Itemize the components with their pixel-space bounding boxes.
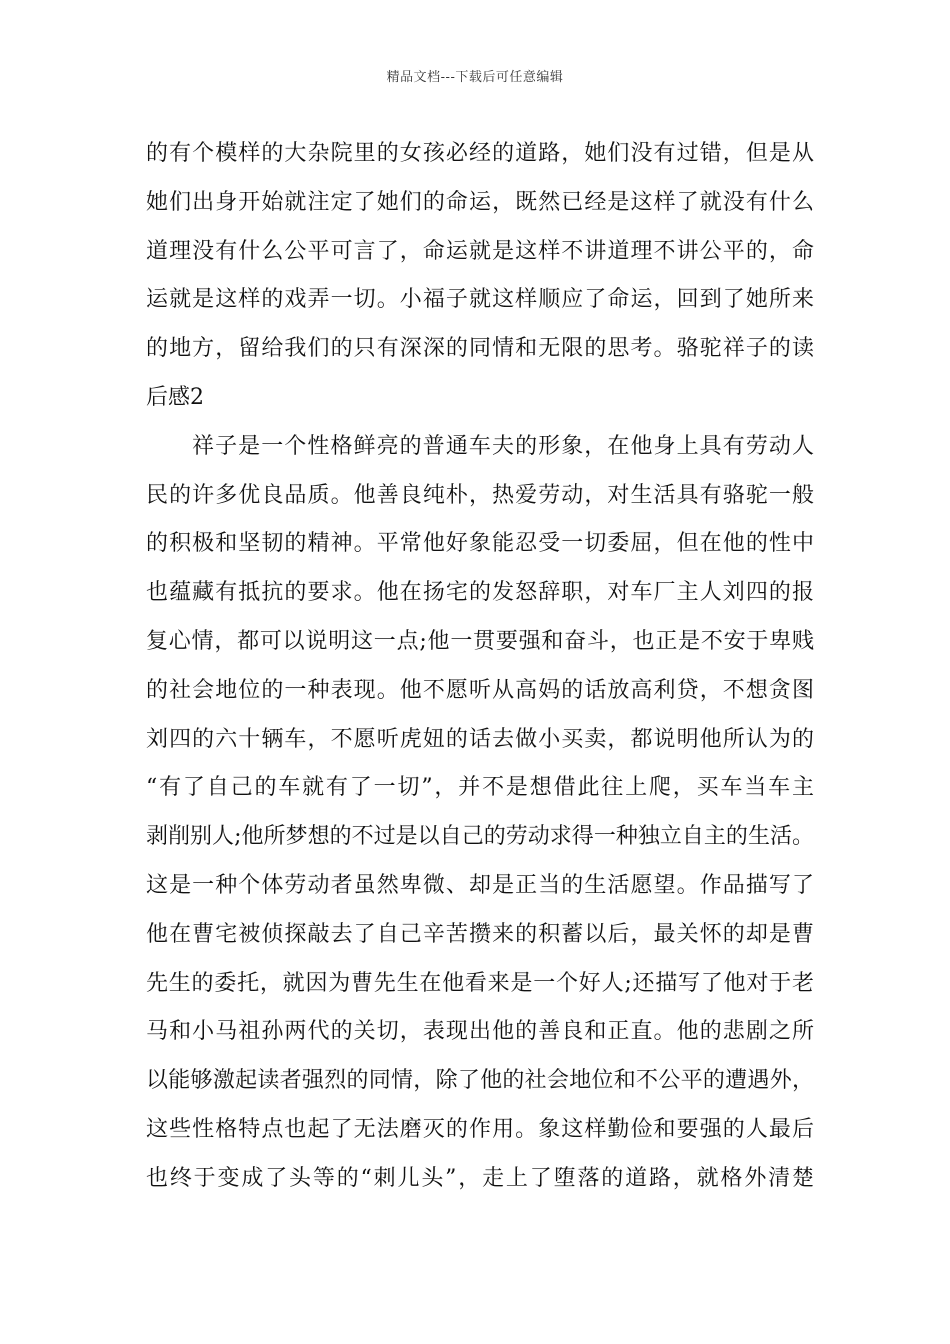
text-line: “有了自己的车就有了一切”，并不是想借此往上爬，买车当车主 <box>146 775 814 801</box>
text-line: 刘四的六十辆车，不愿听虎妞的话去做小买卖，都说明他所认为的 <box>146 726 814 752</box>
paragraph-first-line: 祥子是一个性格鲜亮的普通车夫的形象，在他身上具有劳动人 <box>192 433 814 459</box>
text-line: 的地方，留给我们的只有深深的同情和无限的思考。骆驼祥子的读 <box>146 336 814 362</box>
text-line: 他在曹宅被侦探敲去了自己辛苦攒来的积蓄以后，最关怀的却是曹 <box>146 921 814 947</box>
text-line: 复心情，都可以说明这一点;他一贯要强和奋斗，也正是不安于卑贱 <box>146 628 814 654</box>
text-line: 也蕴藏有抵抗的要求。他在扬宅的发怒辞职，对车厂主人刘四的报 <box>146 580 814 606</box>
text-line: 民的许多优良品质。他善良纯朴，热爱劳动，对生活具有骆驼一般 <box>146 482 814 508</box>
section-title-line: 后感2 <box>146 384 204 410</box>
text-line: 剥削别人;他所梦想的不过是以自己的劳动求得一种独立自主的生活。 <box>146 824 814 850</box>
text-line: 马和小马祖孙两代的关切，表现出他的善良和正直。他的悲剧之所 <box>146 1019 814 1045</box>
text-line: 的有个模样的大杂院里的女孩必经的道路，她们没有过错，但是从 <box>146 141 814 166</box>
text-line: 这些性格特点也起了无法磨灭的作用。象这样勤俭和要强的人最后 <box>146 1116 814 1142</box>
text-line: 的社会地位的一种表现。他不愿听从高妈的话放高利贷，不想贪图 <box>146 677 814 703</box>
document-body <box>146 130 814 1204</box>
text-line: 运就是这样的戏弄一切。小福子就这样顺应了命运，回到了她所来 <box>146 287 814 313</box>
page-header: 精品文档---下载后可任意编辑 <box>386 70 564 85</box>
text-line: 道理没有什么公平可言了，命运就是这样不讲道理不讲公平的，命 <box>146 238 814 264</box>
text-line: 也终于变成了头等的“刺儿头”，走上了堕落的道路，就格外清楚 <box>146 1165 814 1191</box>
text-line: 先生的委托，就因为曹先生在他看来是一个好人;还描写了他对于老 <box>146 970 814 996</box>
text-line: 的积极和坚韧的精神。平常他好象能忍受一切委屈，但在他的性中 <box>146 531 814 557</box>
text-line: 这是一种个体劳动者虽然卑微、却是正当的生活愿望。作品描写了 <box>146 872 814 898</box>
text-line: 以能够激起读者强烈的同情，除了他的社会地位和不公平的遭遇外， <box>146 1068 814 1094</box>
text-line: 她们出身开始就注定了她们的命运，既然已经是这样了就没有什么 <box>146 189 814 215</box>
